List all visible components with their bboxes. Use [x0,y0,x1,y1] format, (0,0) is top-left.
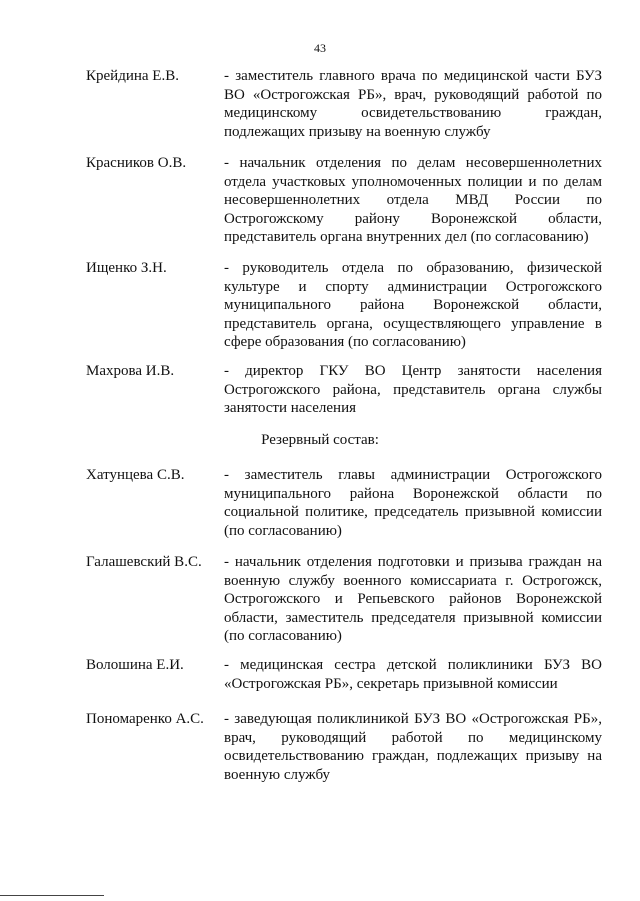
reserve-member-description: - начальник отделения подготовки и призыва граждан на военную службу военного комиссариата г. Острогожск, Острогожского и Репьевского районов Воронежской области, заместитель председателя призывной комиссии (по согласованию) [224,554,602,645]
member-description: - руководитель отдела по образованию, физической культуре и спорту администрации Острогожского муниципального района Воронежской области, представитель органа, осуществляющего управление в сфере образования (по согласованию) [224,260,602,351]
reserve-entry-ponomarenko [86,710,606,784]
member-name: Ищенко З.Н. [86,260,167,276]
reserve-member-description: - медицинская сестра детской поликлиники БУЗ ВО «Острогожская РБ», секретарь призывной комиссии [224,657,602,692]
member-entry-kreidina [86,67,606,141]
page-number: 43 [314,41,326,55]
member-description: - начальник отделения по делам несовершеннолетних отдела участковых уполномоченных полиции и по делам несовершеннолетних отдела МВД России по Острогожскому району Воронежской области, представитель органа внутренних дел (по согласованию) [224,155,602,246]
reserve-member-description: - заведующая поликлиникой БУЗ ВО «Острогожская РБ», врач, руководящий работой по медицинскому освидетельствованию граждан, подлежащих призыву на военную службу [224,711,602,783]
reserve-entry-khatuntseva [86,466,606,540]
reserve-member-name: Пономаренко А.С. [86,711,204,727]
member-description: - заместитель главного врача по медицинской части БУЗ ВО «Острогожская РБ», врач, руководящий работой по медицинскому освидетельствованию граждан, подлежащих призыву на военную службу [224,68,602,140]
member-entry-krasnikov [86,154,606,247]
reserve-member-name: Хатунцева С.В. [86,467,185,483]
reserve-member-name: Волошина Е.И. [86,657,184,673]
reserve-heading: Резервный состав: [261,432,379,448]
reserve-member-name: Галашевский В.С. [86,554,202,570]
member-name: Махрова И.В. [86,363,175,379]
member-name: Красников О.В. [86,155,187,171]
member-entry-ishchenko [86,259,606,352]
reserve-entry-voloshina [86,656,606,693]
member-description: - директор ГКУ ВО Центр занятости населения Острогожского района, представитель органа службы занятости населения [224,363,602,417]
member-entry-makhrova [86,362,606,418]
page-bottom-rule [0,895,104,896]
reserve-member-description: - заместитель главы администрации Острогожского муниципального района Воронежской области по социальной политике, председатель призывной комиссии (по согласованию) [224,467,602,539]
member-name: Крейдина Е.В. [86,68,179,84]
reserve-entry-galashevsky [86,553,606,646]
